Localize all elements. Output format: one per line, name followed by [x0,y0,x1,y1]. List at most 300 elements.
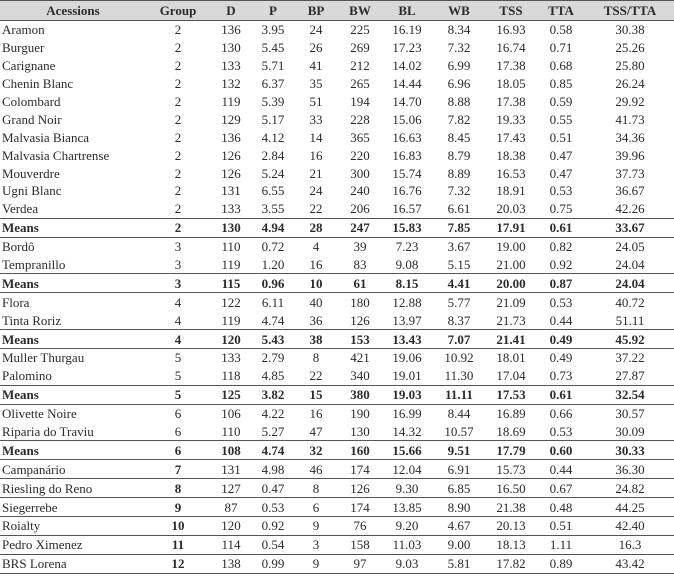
table-cell-bl: 12.88 [392,294,422,310]
table-cell-bp: 15 [294,385,338,404]
table-row [0,110,674,128]
column-header-group: Group [146,1,210,21]
table-cell-d: 133 [221,201,241,217]
table-cell-bl: 13.97 [392,312,422,328]
table-cell-wb: 7.07 [432,330,486,349]
table-cell-tss: 20.13 [486,517,536,536]
table-cell-acessions: Ugni Blanc [2,183,62,199]
table-cell-d: 119 [221,94,241,109]
table-cell-d: 110 [221,239,241,255]
table-cell-acessions: Aramon [2,22,45,38]
table-cell-d: 122 [221,294,241,310]
table-cell-bp: 28 [294,218,338,237]
table-cell-bp: 35 [309,76,323,92]
table-cell-tta: 0.82 [549,239,573,255]
table-cell-wb: 11.11 [432,385,486,404]
table-cell-acessions: Flora [2,294,30,310]
table-row [0,93,674,111]
table-cell-d: 106 [221,406,241,422]
means-row [0,385,674,404]
table-cell-wb: 11.30 [444,368,474,384]
table-cell-wb: 8.45 [447,129,471,145]
table-row [0,182,674,200]
table-cell-d: 126 [221,165,241,181]
table-cell-bp: 24 [309,183,323,199]
table-cell-tss-tta: 27.87 [615,368,645,384]
table-row [0,128,674,146]
table-cell-d: 127 [210,479,252,498]
table-cell-bl: 14.44 [392,76,422,92]
table-cell-d: 136 [221,129,241,145]
table-cell-tss: 16.50 [486,479,536,498]
table-cell-tss: 16.93 [496,22,526,38]
table-cell-tta: 0.58 [549,22,573,38]
table-cell-bp: 16 [309,406,323,422]
column-header-bl: BL [382,1,432,21]
table-cell-tss: 21.09 [496,294,526,310]
means-row [0,441,674,460]
table-cell-tss: 17.43 [496,129,526,145]
table-cell-bl: 19.03 [382,385,432,404]
table-cell-wb: 7.32 [447,183,471,199]
table-cell-tss: 17.79 [486,441,536,460]
table-cell-bp: 33 [309,111,323,127]
table-cell-bw: 76 [338,517,382,536]
table-cell-p: 6.37 [261,76,285,92]
table-cell-tss-tta: 25.26 [615,40,645,56]
table-cell-acessions: Means [0,274,146,293]
table-cell-tss: 16.74 [496,40,526,56]
table-cell-tss: 18.01 [496,350,526,366]
table-cell-group: 2 [174,147,182,163]
table-cell-tss: 18.38 [496,147,526,163]
table-cell-tss-tta: 39.96 [615,147,645,163]
table-cell-bw: 174 [338,498,382,517]
table-cell-d: 126 [221,147,241,163]
table-cell-bw: 247 [338,218,382,237]
table-cell-tss: 17.82 [486,554,536,573]
column-header-tta: TTA [536,1,586,21]
table-cell-wb: 8.89 [447,165,471,181]
table-cell-tss: 17.91 [486,218,536,237]
table-cell-bw: 220 [350,147,370,163]
table-cell-acessions: Verdea [2,201,39,217]
table-cell-group: 10 [146,517,210,536]
table-cell-tta: 0.66 [549,406,573,422]
table-cell-bw: 265 [350,76,370,92]
table-cell-p: 2.79 [261,350,285,366]
table-cell-tss-tta: 24.04 [586,274,674,293]
table-cell-p: 0.99 [252,554,294,573]
table-cell-tss-tta: 43.42 [586,554,674,573]
table-cell-p: 6.55 [261,183,285,199]
table-cell-bp: 24 [309,22,323,38]
table-cell-group: 2 [174,58,182,74]
table-cell-tta: 0.47 [549,165,573,181]
table-cell-tss: 16.53 [496,165,526,181]
table-cell-d: 131 [221,461,241,477]
table-row [0,164,674,182]
table-cell-group: 2 [174,76,182,92]
table-cell-group: 8 [146,479,210,498]
table-cell-p: 5.71 [261,58,285,74]
table-cell-tss-tta: 30.38 [615,22,645,38]
table-row [0,498,674,517]
table-cell-bp: 4 [312,239,320,255]
column-header-acessions: Acessions [0,1,146,21]
column-header-wb: WB [432,1,486,21]
table-cell-bl: 9.03 [382,554,432,573]
table-cell-tss-tta: 30.33 [586,441,674,460]
table-cell-tta: 0.47 [549,147,573,163]
table-cell-bl: 9.08 [395,257,419,273]
table-cell-p: 0.47 [252,479,294,498]
table-cell-tta: 0.73 [549,368,573,384]
table-cell-wb: 8.34 [447,22,471,38]
table-cell-bw: 225 [350,22,370,38]
table-cell-group: 4 [174,312,182,328]
table-cell-bl: 13.85 [382,498,432,517]
table-cell-bl: 17.23 [392,40,422,56]
table-cell-tta: 0.55 [549,111,573,127]
table-cell-bl: 16.99 [392,406,422,422]
table-cell-tta: 0.53 [549,294,573,310]
table-cell-p: 3.55 [261,201,285,217]
table-cell-p: 3.95 [261,22,285,38]
table-cell-bp: 16 [309,147,323,163]
table-cell-group: 5 [146,385,210,404]
table-cell-p: 0.96 [252,274,294,293]
table-cell-wb: 7.85 [432,218,486,237]
table-cell-wb: 3.67 [447,239,471,255]
table-cell-tss: 18.69 [496,424,526,440]
table-cell-tss: 20.03 [496,201,526,217]
table-cell-bp: 6 [294,498,338,517]
table-cell-group: 3 [174,257,182,273]
table-cell-acessions: Malvasia Chartrense [2,147,110,163]
table-cell-bp: 51 [309,94,323,109]
table-cell-group: 12 [146,554,210,573]
table-cell-bp: 46 [309,461,323,477]
table-cell-d: 115 [210,274,252,293]
table-cell-bw: 61 [338,274,382,293]
table-cell-bl: 8.15 [382,274,432,293]
table-cell-d: 110 [221,424,241,440]
table-cell-group: 2 [174,40,182,56]
table-row [0,479,674,498]
table-cell-tta: 0.87 [536,274,586,293]
table-cell-tta: 0.49 [549,350,573,366]
table-cell-acessions: Siegerrebe [0,498,146,517]
table-cell-group: 3 [146,274,210,293]
table-row [0,21,674,39]
table-cell-p: 3.82 [252,385,294,404]
table-cell-bp: 9 [294,554,338,573]
table-cell-wb: 6.85 [432,479,486,498]
table-cell-acessions: Tinta Roriz [2,312,62,328]
table-cell-bl: 15.74 [392,165,422,181]
table-cell-tss: 19.00 [496,239,526,255]
table-cell-group: 2 [174,165,182,181]
table-row [0,57,674,75]
table-cell-d: 131 [221,183,241,199]
table-cell-bl: 9.30 [382,479,432,498]
table-cell-bw: 212 [350,58,370,74]
table-cell-bp: 10 [294,274,338,293]
table-cell-d: 114 [210,535,252,554]
table-cell-acessions: Chenin Blanc [2,76,74,92]
table-cell-bl: 16.83 [392,147,422,163]
table-cell-d: 125 [210,385,252,404]
table-cell-tss: 21.73 [496,312,526,328]
table-row [0,311,674,329]
table-cell-acessions: Carignane [2,58,56,74]
table-cell-d: 138 [210,554,252,573]
table-cell-bl: 12.04 [392,461,422,477]
table-cell-tss-tta: 33.67 [586,218,674,237]
table-cell-bw: 83 [353,257,367,273]
table-cell-bw: 130 [350,424,370,440]
table-cell-bw: 206 [350,201,370,217]
table-cell-wb: 6.99 [447,58,471,74]
table-cell-bw: 421 [350,350,370,366]
table-cell-tss-tta: 37.22 [615,350,645,366]
table-row [0,535,674,554]
table-cell-bl: 16.57 [392,201,422,217]
table-cell-d: 120 [210,517,252,536]
table-cell-acessions: Malvasia Bianca [2,129,89,145]
table-cell-acessions: Burguer [2,40,45,56]
table-cell-tta: 0.68 [549,58,573,74]
table-cell-tss: 18.91 [496,183,526,199]
table-cell-tss-tta: 44.25 [586,498,674,517]
table-row [0,256,674,274]
table-cell-acessions: Means [0,330,146,349]
table-row [0,237,674,255]
table-cell-d: 133 [221,350,241,366]
table-cell-bl: 14.02 [392,58,422,74]
table-cell-tta: 0.51 [549,129,573,145]
table-row [0,423,674,441]
table-cell-p: 0.72 [261,239,285,255]
table-cell-tss-tta: 24.82 [586,479,674,498]
table-cell-tta: 0.59 [549,94,573,109]
table-cell-bw: 300 [350,165,370,181]
table-cell-tss: 17.04 [496,368,526,384]
table-cell-bw: 97 [338,554,382,573]
table-cell-group: 6 [174,424,182,440]
table-cell-wb: 10.57 [444,424,474,440]
table-cell-tss: 17.53 [486,385,536,404]
table-cell-d: 118 [221,368,241,384]
table-cell-bw: 340 [350,368,370,384]
table-cell-group: 11 [146,535,210,554]
table-cell-d: 108 [210,441,252,460]
table-cell-bp: 8 [312,350,320,366]
table-cell-p: 0.53 [252,498,294,517]
table-cell-p: 0.54 [252,535,294,554]
table-cell-bp: 41 [309,58,323,74]
table-cell-wb: 5.81 [432,554,486,573]
means-row [0,274,674,293]
table-cell-tss-tta: 37.73 [615,165,645,181]
table-cell-bp: 14 [309,129,323,145]
table-cell-bp: 22 [309,201,323,217]
table-cell-bl: 16.63 [392,129,422,145]
table-cell-tss: 21.00 [496,257,526,273]
table-cell-group: 2 [174,183,182,199]
table-cell-tss-tta: 36.30 [615,461,645,477]
table-cell-tss-tta: 41.73 [615,111,645,127]
column-header-d: D [210,1,252,21]
table-cell-bl: 16.19 [392,22,422,38]
table-cell-p: 1.20 [261,257,285,273]
table-cell-tss: 16.89 [496,406,526,422]
table-cell-wb: 4.67 [432,517,486,536]
table-cell-bl: 7.23 [395,239,419,255]
table-cell-group: 6 [174,406,182,422]
table-row [0,349,674,367]
table-cell-d: 130 [210,218,252,237]
table-cell-group: 5 [174,350,182,366]
table-cell-acessions: Mouverdre [2,165,60,181]
table-cell-wb: 8.79 [447,147,471,163]
table-cell-tta: 0.51 [536,517,586,536]
table-cell-p: 4.22 [261,406,285,422]
table-cell-bw: 269 [350,40,370,56]
table-cell-bw: 180 [350,294,370,310]
column-header-bw: BW [338,1,382,21]
table-cell-bl: 9.20 [382,517,432,536]
table-cell-group: 7 [174,461,182,477]
table-row [0,517,674,536]
table-cell-p: 4.94 [252,218,294,237]
table-cell-wb: 9.51 [432,441,486,460]
table-cell-tta: 0.85 [549,76,573,92]
table-cell-tss-tta: 30.09 [615,424,645,440]
table-cell-p: 4.74 [261,312,285,328]
table-cell-tta: 0.92 [549,257,573,273]
table-cell-wb: 8.88 [447,94,471,109]
table-cell-bp: 9 [294,517,338,536]
table-cell-tta: 0.53 [549,183,573,199]
table-cell-group: 2 [174,129,182,145]
table-cell-tta: 0.44 [549,312,573,328]
means-row [0,218,674,237]
table-cell-group: 6 [146,441,210,460]
table-cell-tss-tta: 42.26 [615,201,645,217]
table-cell-tss-tta: 51.11 [615,312,645,328]
table-cell-d: 119 [221,257,241,273]
table-cell-tss-tta: 32.54 [586,385,674,404]
table-cell-tss-tta: 24.04 [615,257,645,273]
table-cell-bp: 38 [294,330,338,349]
table-cell-acessions: Means [0,218,146,237]
table-cell-acessions: Bordô [2,239,35,255]
table-cell-bp: 3 [294,535,338,554]
table-cell-group: 2 [174,201,182,217]
table-cell-acessions: BRS Lorena [0,554,146,573]
table-cell-d: 136 [221,22,241,38]
table-cell-group: 9 [146,498,210,517]
table-cell-p: 5.27 [261,424,285,440]
table-cell-acessions: Roialty [0,517,146,536]
table-cell-acessions: Grand Noir [2,111,62,127]
table-row [0,404,674,422]
table-cell-tta: 0.67 [536,479,586,498]
table-cell-p: 5.43 [252,330,294,349]
table-cell-d: 133 [221,58,241,74]
table-row [0,367,674,385]
column-header-bp: BP [294,1,338,21]
table-cell-tss: 18.05 [496,76,526,92]
table-cell-wb: 10.92 [444,350,474,366]
table-cell-acessions: Olivette Noire [2,406,77,422]
table-cell-bw: 153 [338,330,382,349]
table-cell-tta: 0.61 [536,218,586,237]
table-cell-tss: 15.73 [496,461,526,477]
table-cell-wb: 5.77 [447,294,471,310]
table-row [0,146,674,164]
table-cell-tss-tta: 40.72 [615,294,645,310]
table-cell-tta: 0.53 [549,424,573,440]
table-cell-p: 4.98 [261,461,285,477]
table-cell-bp: 36 [309,312,323,328]
column-header-tss: TSS [486,1,536,21]
table-cell-group: 2 [174,22,182,38]
table-cell-d: 129 [221,111,241,127]
table-cell-wb: 7.82 [447,111,471,127]
table-cell-d: 87 [210,498,252,517]
table-cell-bp: 26 [309,40,323,56]
table-cell-tta: 0.60 [536,441,586,460]
table-body [0,21,674,574]
column-header-tss-tta: TSS/TTA [586,1,674,21]
table-cell-tss: 21.38 [486,498,536,517]
table-cell-p: 4.85 [261,368,285,384]
table-cell-acessions: Campanário [2,461,66,477]
table-cell-tta: 0.71 [549,40,573,56]
table-cell-bp: 47 [309,424,323,440]
table-cell-tss-tta: 45.92 [586,330,674,349]
table-cell-tss-tta: 36.67 [615,183,645,199]
table-cell-p: 5.17 [261,111,285,127]
table-cell-tss: 19.33 [496,111,526,127]
table-cell-bw: 174 [350,461,370,477]
table-cell-p: 5.45 [261,40,285,56]
table-cell-tta: 0.44 [549,461,573,477]
table-cell-wb: 7.32 [447,40,471,56]
table-cell-p: 2.84 [261,147,285,163]
table-cell-tss: 17.38 [496,58,526,74]
table-cell-tss: 21.41 [486,330,536,349]
table-cell-bp: 21 [309,165,323,181]
table-cell-bw: 190 [350,406,370,422]
header-row [0,1,674,21]
table-cell-d: 132 [221,76,241,92]
means-row [0,330,674,349]
table-cell-wb: 6.96 [447,76,471,92]
table-cell-tta: 0.89 [536,554,586,573]
table-cell-bp: 22 [309,368,323,384]
table-cell-d: 130 [221,40,241,56]
column-header-p: P [252,1,294,21]
table-cell-bl: 14.32 [392,424,422,440]
table-cell-acessions: Tempranillo [2,257,66,273]
table-cell-acessions: Means [0,385,146,404]
table-cell-bw: 380 [338,385,382,404]
table-cell-bp: 32 [294,441,338,460]
